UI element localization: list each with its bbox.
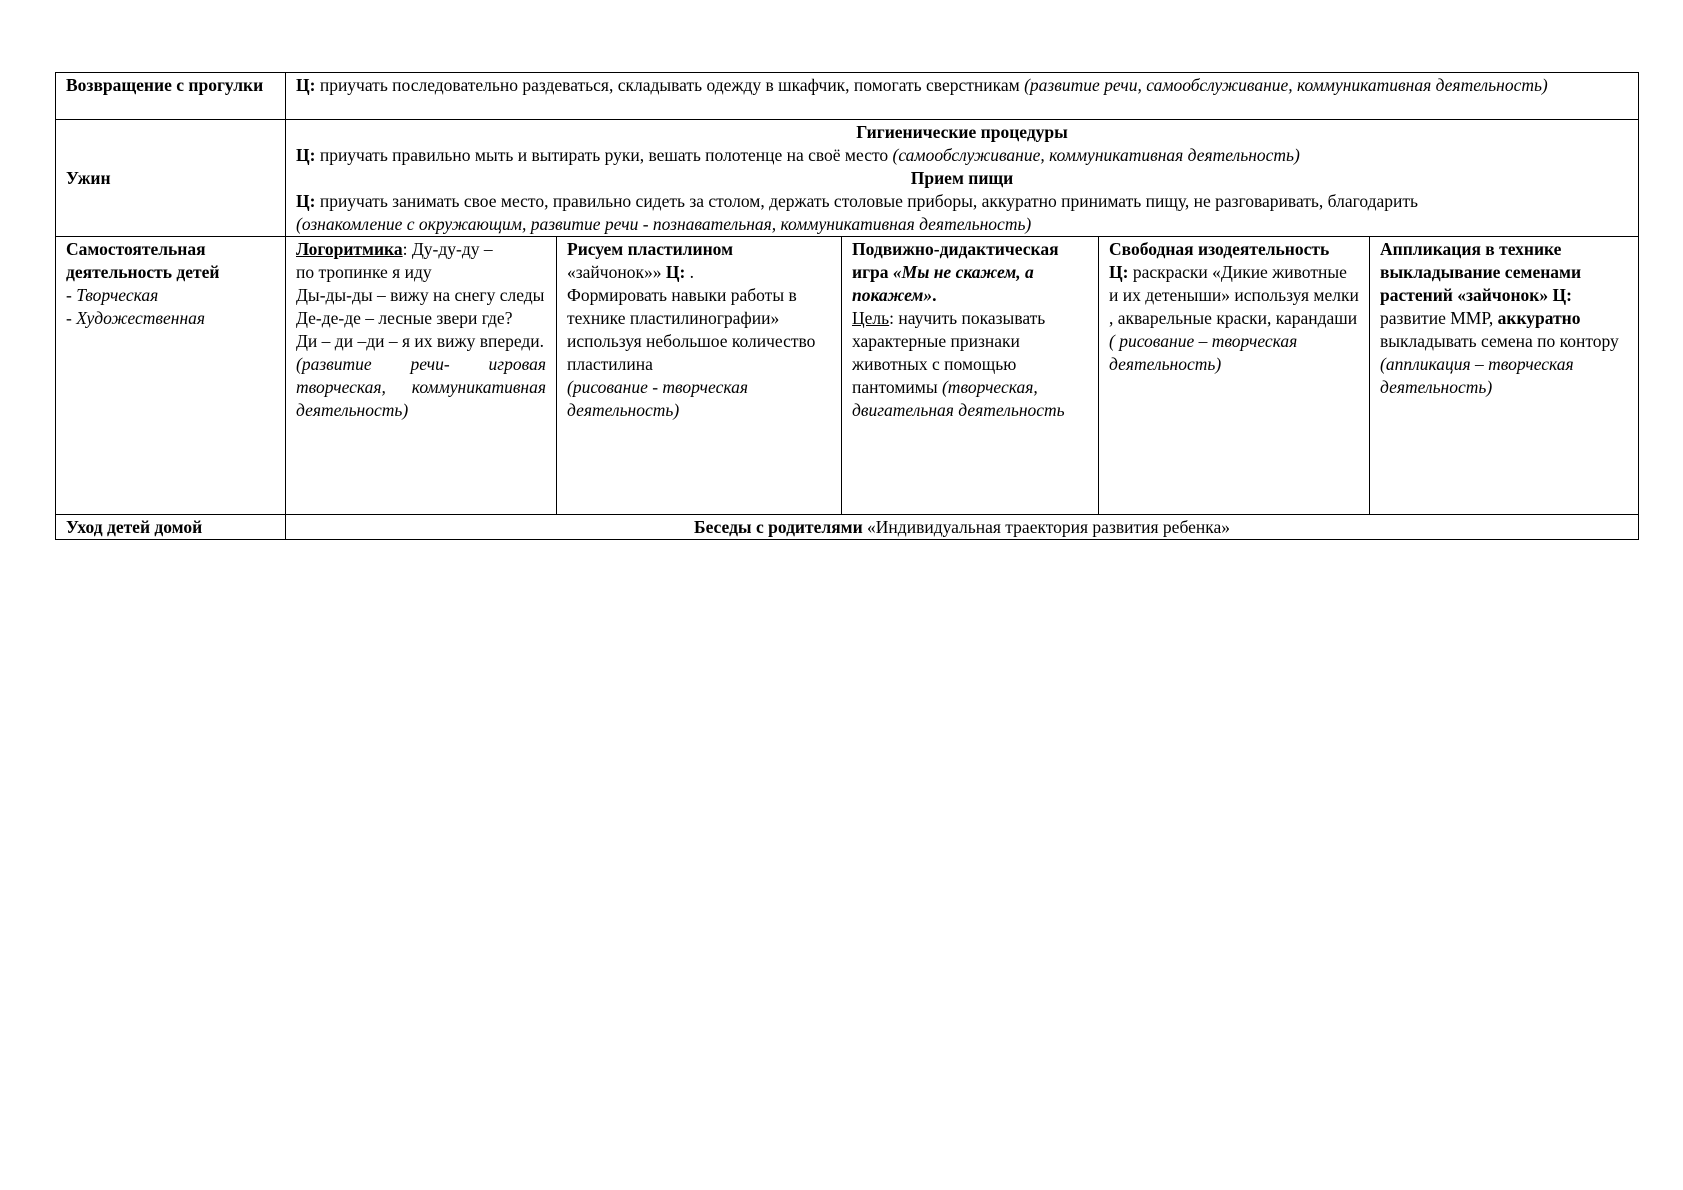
going-home-content-cell bbox=[286, 515, 1639, 540]
goal-text: приучать занимать свое место, правильно сидеть за столом, держать столовые приборы, аккуратно принимать пищу, не разговаривать, благодарить bbox=[315, 191, 1419, 211]
game-goal bbox=[852, 307, 1088, 422]
activity-goal bbox=[1380, 238, 1628, 399]
activity-title: Свободная изодеятельность bbox=[1109, 239, 1330, 259]
meal-note: (ознакомление с окружающим, развитие речи - познавательная, коммуникативная деятельность) bbox=[296, 214, 1032, 234]
logorhythmics-heading bbox=[296, 238, 546, 261]
activity-note: (рисование - творческая деятельность) bbox=[567, 377, 748, 420]
activity-mobile-game-cell bbox=[842, 237, 1099, 515]
goal-text: раскраски «Дикие животные и их детеныши» используя мелки , акварельные краски, карандаши bbox=[1109, 262, 1359, 328]
title-dot: . bbox=[932, 285, 937, 305]
activity-goal bbox=[567, 261, 831, 284]
verse-line: Де-де-де – лесные звери где? bbox=[296, 308, 513, 328]
goal-marker: Ц: bbox=[296, 191, 316, 211]
goal-dot: . bbox=[685, 262, 695, 282]
verse-line: по тропинке я иду bbox=[296, 262, 432, 282]
goal-emphasis: аккуратно bbox=[1497, 308, 1581, 328]
row-return-from-walk bbox=[56, 73, 1639, 120]
label-item: - Художественная bbox=[66, 308, 206, 328]
row-label-going-home bbox=[56, 515, 286, 540]
goal-note: (развитие речи, самообслуживание, коммуникативная деятельность) bbox=[1024, 75, 1548, 95]
verse-line: Ды-ды-ды – вижу на снегу следы bbox=[296, 285, 545, 305]
activity-title: Рисуем пластилином bbox=[567, 239, 734, 259]
activity-text: Формировать навыки работы в технике пластилинографии» используя небольшое количество пластилина bbox=[567, 285, 816, 374]
goal-text: приучать правильно мыть и вытирать руки, вешать полотенце на своё место bbox=[315, 145, 893, 165]
activity-note: (аппликация – творческая деятельность) bbox=[1380, 354, 1574, 397]
return-walk-goal-cell bbox=[286, 73, 1639, 120]
hygiene-title: Гигиенические процедуры bbox=[856, 122, 1068, 142]
goal-text: выкладывать семена по контору bbox=[1380, 331, 1619, 351]
label-text: Возвращение с прогулки bbox=[66, 75, 264, 95]
goal-marker: Ц: bbox=[296, 75, 316, 95]
goal-marker: Ц: bbox=[296, 145, 316, 165]
row-independent-activity bbox=[56, 237, 1639, 515]
activity-free-art-cell bbox=[1099, 237, 1370, 515]
goal-text: : научить показывать характерные признаки животных с помощью пантомимы bbox=[852, 308, 1046, 397]
row-label-dinner bbox=[56, 120, 286, 237]
goal-label: Цель bbox=[852, 308, 890, 328]
label-text: Ужин bbox=[66, 168, 111, 188]
parents-talk-topic: «Индивидуальная траектория развития ребенка» bbox=[862, 517, 1231, 537]
meal-title: Прием пищи bbox=[910, 168, 1014, 188]
game-heading bbox=[852, 238, 1088, 307]
activity-note: (развитие речи- игровая творческая, коммуникативная деятельность) bbox=[296, 354, 546, 420]
activity-title: Подвижно-дидактическая игра bbox=[852, 239, 1059, 282]
goal-marker: Ц: bbox=[665, 262, 686, 282]
activity-logorhythmics-cell bbox=[286, 237, 557, 515]
row-dinner bbox=[56, 120, 1639, 237]
row-label-independent-activity bbox=[56, 237, 286, 515]
activity-goal bbox=[1109, 261, 1359, 376]
activity-application-cell bbox=[1370, 237, 1639, 515]
goal-text: развитие ММР, bbox=[1380, 308, 1498, 328]
activity-text: : Ду-ду-ду – bbox=[402, 239, 493, 259]
goal-text: приучать последовательно раздеваться, складывать одежду в шкафчик, помогать сверстникам bbox=[315, 75, 1025, 95]
goal-marker: Ц: bbox=[1109, 262, 1129, 282]
label-text: Уход детей домой bbox=[66, 517, 203, 537]
label-text: Самостоятельная деятельность детей bbox=[66, 239, 220, 282]
hygiene-goal bbox=[296, 144, 1628, 167]
activity-quote: «зайчонок»» bbox=[567, 262, 666, 282]
activity-plasticine-cell bbox=[557, 237, 842, 515]
game-name: «Мы не скажем, а покажем» bbox=[852, 262, 1034, 305]
label-item: - Творческая bbox=[66, 285, 159, 305]
goal-note: (самообслуживание, коммуникативная деятельность) bbox=[892, 145, 1300, 165]
row-label-return-from-walk bbox=[56, 73, 286, 120]
activity-note: ( рисование – творческая деятельность) bbox=[1109, 331, 1298, 374]
daily-plan-table bbox=[55, 72, 1639, 540]
parents-talk-title: Беседы с родителями bbox=[694, 517, 863, 537]
activity-title: Логоритмика bbox=[296, 239, 403, 259]
dinner-content-cell bbox=[286, 120, 1639, 237]
meal-goal bbox=[296, 190, 1628, 213]
activity-title: Аппликация в технике выкладывание семенами растений «зайчонок» Ц: bbox=[1380, 239, 1582, 305]
activity-note: (творческая, двигательная деятельность bbox=[852, 377, 1065, 420]
verse-line: Ди – ди –ди – я их вижу впереди. bbox=[296, 331, 545, 351]
row-going-home bbox=[56, 515, 1639, 540]
